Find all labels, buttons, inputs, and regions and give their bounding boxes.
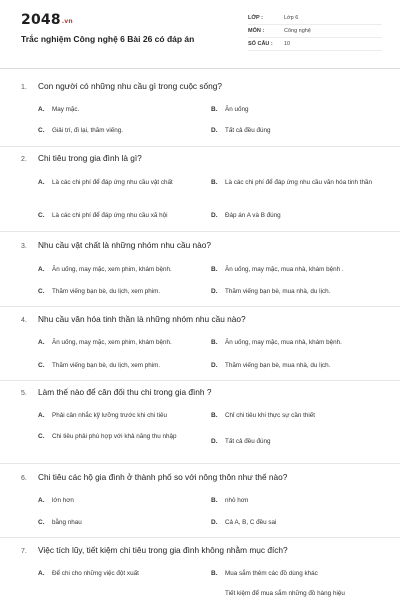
option-c[interactable] <box>38 361 208 370</box>
question-number: 5. <box>21 390 27 397</box>
question-divider <box>0 537 400 538</box>
option-d[interactable] <box>211 589 391 598</box>
option-letter: B. <box>211 179 218 186</box>
option-c[interactable] <box>38 126 208 135</box>
question-divider <box>0 380 400 381</box>
option-text: Ăn uống, may mặc, xem phim, khám bệnh. <box>52 266 172 273</box>
option-b[interactable] <box>211 105 381 114</box>
option-c[interactable] <box>38 518 208 527</box>
option-text: Là các chi phí để đáp ứng nhu cầu xã hội <box>52 212 168 219</box>
option-d[interactable] <box>211 518 381 527</box>
option-b[interactable] <box>211 569 381 578</box>
question-header <box>21 545 288 555</box>
question-divider <box>0 146 400 147</box>
option-c[interactable] <box>38 287 208 296</box>
option-a[interactable] <box>38 178 198 187</box>
question-number: 3. <box>21 243 27 250</box>
option-letter: D. <box>211 127 218 134</box>
option-letter: A. <box>38 106 45 113</box>
meta-row-count <box>248 38 382 51</box>
question-divider <box>0 306 400 307</box>
option-a[interactable] <box>38 338 208 347</box>
question-number: 1. <box>21 84 27 91</box>
option-letter: B. <box>211 266 218 273</box>
option-letter: C. <box>38 519 45 526</box>
option-b[interactable] <box>211 265 391 274</box>
option-letter: D. <box>211 288 218 295</box>
question-text: Chi tiêu các hộ gia đình ở thành phố so với nông thôn như thế nào? <box>38 472 288 482</box>
option-letter: C. <box>38 127 45 134</box>
page-title: Trắc nghiệm Công nghệ 6 Bài 26 có đáp án <box>21 34 195 44</box>
question-number: 6. <box>21 475 27 482</box>
question-header <box>21 387 211 397</box>
meta-key: MÔN : <box>248 28 265 34</box>
option-text: Ăn uống <box>225 106 249 113</box>
page-header <box>0 0 400 68</box>
meta-value: Công nghệ <box>284 28 311 34</box>
logo-suffix: .vn <box>61 18 73 25</box>
option-text: nhỏ hơn <box>225 497 249 504</box>
option-d[interactable] <box>211 287 381 296</box>
question-text: Nhu cầu văn hóa tinh thần là những nhóm nhu cầu nào? <box>38 314 246 324</box>
option-letter: C. <box>38 288 45 295</box>
option-letter: A. <box>38 266 45 273</box>
question-text: Nhu cầu vật chất là những nhóm nhu cầu nào? <box>38 240 211 250</box>
option-a[interactable] <box>38 265 208 274</box>
option-text: Là các chi phí để đáp ứng nhu cầu vật chất <box>52 179 173 186</box>
option-text: Ăn uống, may mặc, mua nhà, khám bệnh . <box>225 266 344 273</box>
option-text: Cả A, B, C đều sai <box>225 519 277 526</box>
option-letter: B. <box>211 106 218 113</box>
question-number: 7. <box>21 548 27 555</box>
option-d[interactable] <box>211 126 381 135</box>
logo-text: 2048 <box>21 12 61 28</box>
option-b[interactable] <box>211 496 381 505</box>
option-c[interactable] <box>38 432 203 441</box>
question-text: Chi tiêu trong gia đình là gì? <box>38 153 142 163</box>
option-letter: D. <box>211 362 218 369</box>
option-d[interactable] <box>211 361 381 370</box>
option-d[interactable] <box>211 437 381 446</box>
option-letter: B. <box>211 412 218 419</box>
option-text: Tất cả đều đúng <box>225 127 271 134</box>
option-text: Ăn uống, may mặc, mua nhà, khám bệnh. <box>225 339 342 346</box>
option-letter: B. <box>211 497 218 504</box>
question-text: Làm thế nào để cân đối thu chi trong gia đình ? <box>38 387 212 397</box>
meta-key: LỚP : <box>248 15 263 21</box>
option-letter: A. <box>38 497 45 504</box>
option-text: Để chi cho những việc đột xuất <box>52 570 139 577</box>
site-logo[interactable] <box>21 12 73 28</box>
question-header <box>21 153 142 163</box>
option-text: lớn hơn <box>52 497 74 504</box>
question-header <box>21 81 222 91</box>
option-a[interactable] <box>38 105 208 114</box>
option-text: Tất cả đều đúng <box>225 438 271 445</box>
option-text: Thăm viếng bạn bè, mua nhà, du lịch. <box>225 362 331 369</box>
option-text: Phải cân nhắc kỹ lưỡng trước khi chi tiêu <box>52 412 168 419</box>
option-c[interactable] <box>38 211 208 220</box>
option-letter: D. <box>211 212 218 219</box>
option-text: Chỉ chi tiêu khi thực sự cần thiết <box>225 412 315 419</box>
option-letter: A. <box>38 179 45 186</box>
option-a[interactable] <box>38 411 208 420</box>
option-text: May mặc. <box>52 106 80 113</box>
meta-row-class <box>248 12 382 25</box>
option-text: Mua sắm thêm các đồ dùng khác <box>225 570 318 577</box>
option-letter: C. <box>38 362 45 369</box>
option-a[interactable] <box>38 569 208 578</box>
meta-row-subject <box>248 25 382 38</box>
option-text: Giải trí, đi lại, thăm viếng. <box>52 127 124 134</box>
option-b[interactable] <box>211 338 391 347</box>
option-letter: A. <box>38 339 45 346</box>
option-letter: A. <box>38 570 45 577</box>
header-divider <box>0 68 400 69</box>
option-letter: C. <box>38 212 45 219</box>
option-letter: D. <box>211 438 218 445</box>
option-letter: D. <box>211 519 218 526</box>
option-text: Thăm viếng bạn bè, du lịch, xem phim. <box>52 288 161 295</box>
option-text: Ăn uống, may mặc, xem phim, khám bệnh. <box>52 339 172 346</box>
meta-value: 10 <box>284 41 291 47</box>
option-letter: B. <box>211 570 218 577</box>
option-b[interactable] <box>211 411 381 420</box>
option-text: Là các chi phí để đáp ứng nhu cầu văn hóa tinh thần <box>225 179 373 186</box>
option-text: Chi tiêu phải phù hợp với khả năng thu nhập <box>52 433 177 440</box>
meta-table <box>248 12 382 51</box>
question-text: Con người có những nhu cầu gì trong cuộc sống? <box>38 81 222 91</box>
option-text: Tiết kiệm để mua sắm những đồ hàng hiệu <box>225 590 345 597</box>
option-text: Thăm viếng bạn bè, du lịch, xem phim. <box>52 362 161 369</box>
option-letter: B. <box>211 339 218 346</box>
question-text: Việc tích lũy, tiết kiệm chi tiêu trong gia đình không nhằm mục đích? <box>38 545 288 555</box>
question-number: 4. <box>21 317 27 324</box>
option-b[interactable] <box>211 178 386 187</box>
option-letter: A. <box>38 412 45 419</box>
question-number: 2. <box>21 156 27 163</box>
meta-key: SỐ CÂU : <box>248 41 273 47</box>
question-header <box>21 314 246 324</box>
option-a[interactable] <box>38 496 208 505</box>
option-text: Đáp án A và B đúng <box>225 212 281 219</box>
option-letter: C. <box>38 433 45 440</box>
question-divider <box>0 463 400 464</box>
question-header <box>21 240 211 250</box>
meta-value: Lớp 6 <box>284 15 299 21</box>
option-text: bằng nhau <box>52 519 82 526</box>
question-header <box>21 472 287 482</box>
question-divider <box>0 231 400 232</box>
option-d[interactable] <box>211 211 381 220</box>
option-text: Thăm viếng bạn bè, mua nhà, du lịch. <box>225 288 331 295</box>
